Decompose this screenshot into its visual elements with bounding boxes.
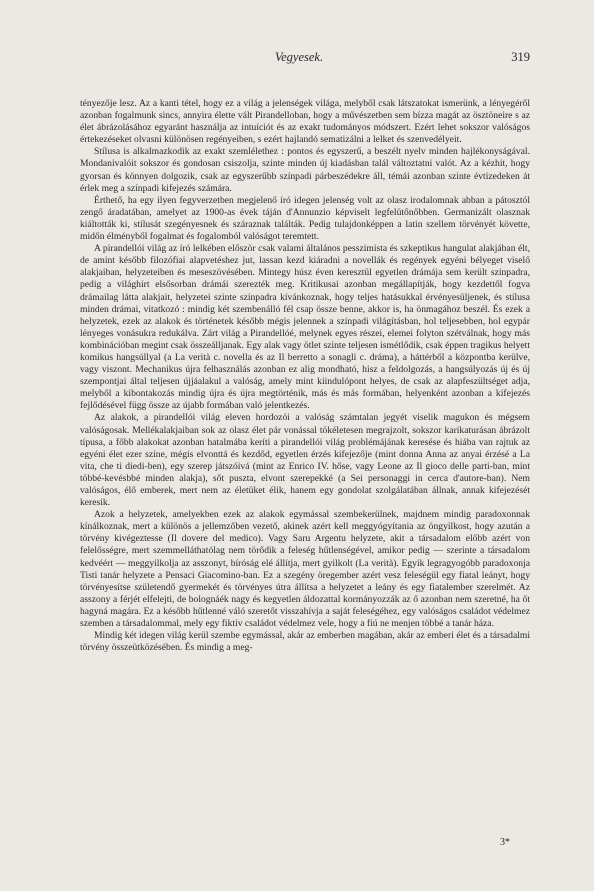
paragraph: Mindig két idegen világ kerül szembe egymással, akár az emberben magában, akár az emberi élet és a társadalmi törvény összeütközésében. És mindig a meg- [80,630,530,654]
paragraph: Az alakok, a pirandellói világ eleven hordozói a valóság számtalan jegyét viselik magukon és mégsem valóságosak. Mellékalakjaiban sok az olasz élet pár vonással tökéletesen megrajzolt, sokszor karikaturásan ábrázolt típusa, a főbb alakokat azonban hatalmába keríti a pirandellói világ problémájának keresése és hiába van rajtuk az egyéni élet ezer színe, mégis elvonttá és kezdőd, egyetlen érzés kifejezője (mint donna Anna az anyai érzésé a La vita, che ti diedi-ben), egy szerep játszóivá (mint az Enrico IV. hőse, vagy Leone az Il gioco delle parti-ban, mint többé-kevésbbé minden alakja), sőt puszta, elvont szerepekké (a Sei personaggi in cerca d'autore-ban). Nem valóságos, élő emberek, mert nem az életüket élik, hanem egy gondolat szolgálatában állnak, annak kifejezését keresik. [80,412,530,509]
body-text [80,98,530,654]
signature-mark: 3* [500,837,510,848]
paragraph: A pirandellói világ az író lelkében először csak valami általános pesszimista és szkeptikus hangulat alakjában élt, de amint később filozófiai alapvetéshez jut, lassan kezd kiáradni a novellák és regények egyéni bélyeget viselő alakjaiban, helyzeteiben és meseszövésében. Mintegy húsz éven keresztül egyetlen drámája sem került színpadra, pedig a világhírt elsősorban drámái szerezték meg. Kritikusai azonban megállapítják, hogy kezdettől fogva drámailag látta alakjait, helyzetei szinte színpadra kívánkoznak, hogy teljes hatásukkal érvényesüljenek, és stílusa minden drámai, vitatkozó : mindig két szembenálló fél csap össze benne, akkor is, ha önmagához beszél. És ezek a helyzetek, ezek az alakok és történetek később mégis jelennek a színpadi világításban, hol teljesebben, hol egypár lényeges vonásukra redukálva. Zárt világ a Pirandellóé, melynek egyes részei, elemei folyton szétválnak, hogy más kombinációban megint csak összeálljanak. Egy alak vagy ötlet szinte teljesen ismétlődik, csak éppen tragikus helyett komikus hangsúllyal (a La verità c. novella és az Il berretto a sonagli c. dráma), a háttérből a központba kerülve, vagy viszont. Mechanikus újra felhasználás azonban ez alig mondható, hisz a feldolgozás, a hangsúlyozás új és új szempontjai által teljesen újjáalakul a valóság, amely mint kiindulópont helyes, de csak az alapfeszültséget adja, melyből a kibontakozás mindig újra és újra megtörténik, más és más formában, helyenként azonban a kifejezés fejlődésével függ össze az újabb formában való jelentkezés. [80,243,530,412]
paragraph: tényezője lesz. Az a kanti tétel, hogy ez a világ a jelenségek világa, melyből csak látszatokat ismerünk, a lényegéről azonban fogalmunk sincs, annyira élette vált Pirandelloban, hogy a művészetben sem bízza magát az ösztöneire s az élet ábrázolásához egyaránt használja az intuíciót és az exakt tudományos módszert. Ezért lehet sokszor valóságos értekezéseket olvasni különösen regényeiben, s ezért hajlandó sematizálni a lelket és szenvedélyeit. [80,98,530,146]
paragraph: Azok a helyzetek, amelyekben ezek az alakok egymással szembekerülnek, majdnem mindig paradoxonnak kínálkoznak, mert a különös a jellemzőben vezető, akinek azért kell meggyógyítania az öngyilkost, hogy azután a törvény kivégeztesse (Il dovere del medico). Vagy Saru Argentu helyzete, akit a társadalom előbb azért von felelősségre, mert szemmelláthatólag nem törődik a feleség hűtlenségével, amikor pedig — szerinte a társadalom kedvéért — meggyilkolja az asszonyt, bíróság elé állítja, mert gyilkolt (La verità). Egyik legragyogóbb paradoxonja Tisti tanár helyzete a Pensaci Giacomino-ban. Ez a szegény öregember azért vesz feleségül egy fiatal leányt, hogy törvényesítse születendő gyermekét és törvényes útra állítsa a helyzetet a leány és egy fiatalember szerelmét. Az asszony a férjét elfelejti, de bolognáék nagy és kegyetlen áldozattal kormányozzák az ő azonban nem szeretné, ha őt hagyná magára. Ez a később hűtlenné váló szeretőt visszahívja a saját feleségéhez, egy valóságos családot védelmez szemben a társadalommal, mely egy fiktív családot védelmez vele, hogy a fiú ne menjen többé a tanár háza. [80,509,530,630]
page-header [68,50,530,68]
paragraph: Stílusa is alkalmazkodik az exakt szemlélethez : pontos és egyszerű, a beszélt nyelv minden hajlékonyságával. Mondanivalóit sokszor és gondosan csiszolja, szinte minden új kiadásban talál változtatni valót. Az a kézhit, hogy gyorsan és könnyen dolgozik, csak az egyszerűbb színpadi párbeszédekre áll, témái azonban szinte évtizedeken át érlek meg a színpadi kifejezés számára. [80,146,530,194]
page-number: 319 [511,50,530,64]
paragraph: Érthető, ha egy ilyen fegyverzetben megjelenő író idegen jelenség volt az olasz irodalomnak abban a pátosztól zengő áradatában, amelyet az 1900-as évek táján d'Annunzio képviselt legfelütőnőbben. Germanizált olasznak kiáltották ki, stílusát szegényesnek és száraznak találták. Pedig tulajdonképpen a latin szellem törvényét követte, midőn élményből fogalmat és fogalomból valóságot teremtett. [80,194,530,243]
running-title: Vegyesek. [274,50,324,64]
